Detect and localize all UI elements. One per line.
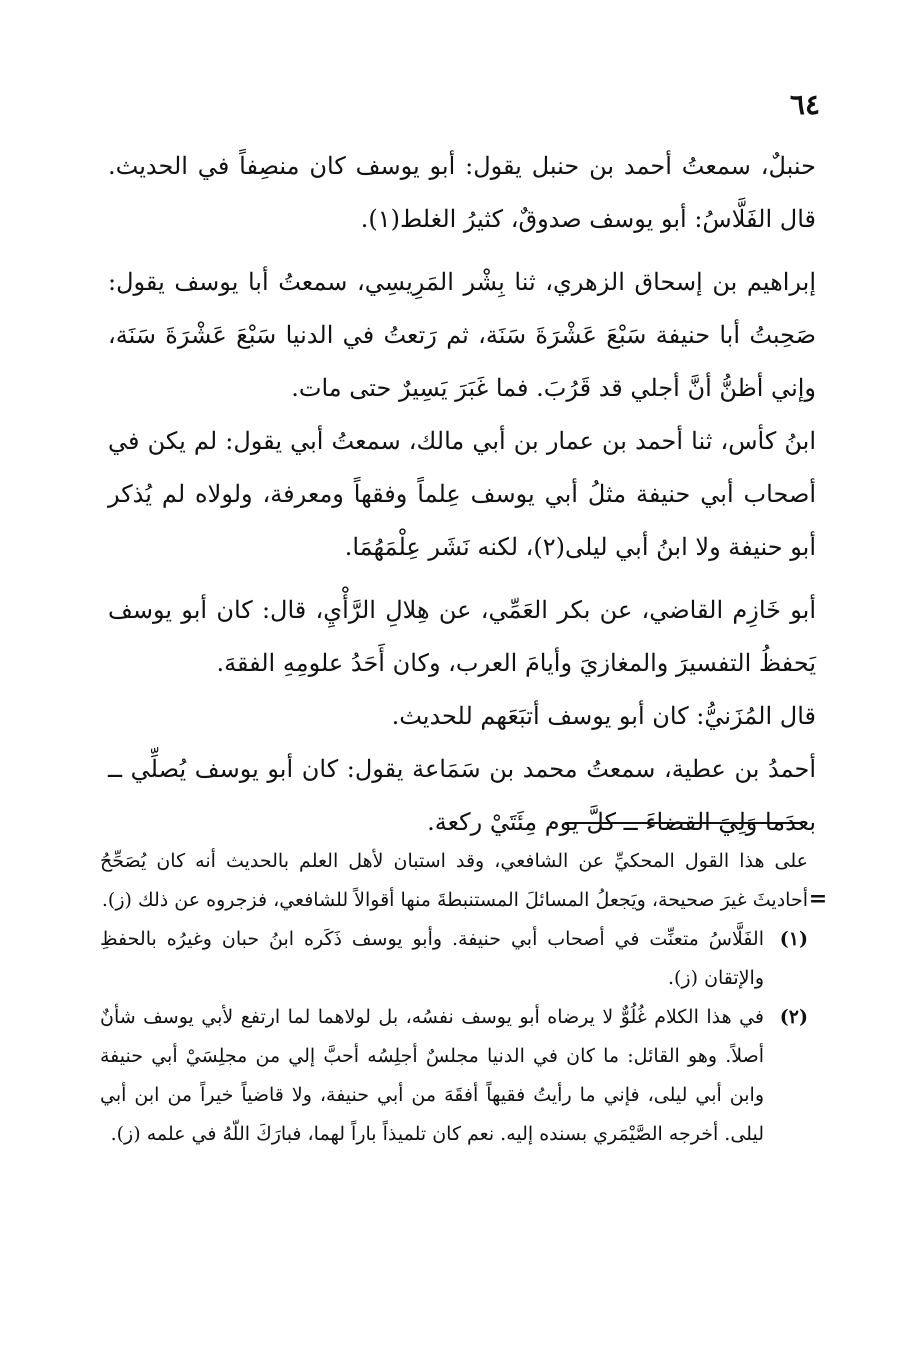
- footnote-text: الفَلَّاسُ متعنِّت في أصحاب أبي حنيفة. وأبو يوسف ذَكَره ابنُ حبان وغيرُه بالحفظِ والإتقان (ز).: [100, 928, 764, 989]
- footnote-continuation: على هذا القول المحكيِّ عن الشافعي، وقد استبان لأهل العلم بالحديث أنه كان يُصَحِّحُ أحاديثَ غيرَ صحيحة، ويَجعلُ المسائلَ المستنبطةَ منها أقوالاً للشافعي، فزجروه عن ذلك (ز).: [100, 850, 808, 911]
- paragraph: قال المُزَنيُّ: كان أبو يوسف أتبَعَهم للحديث.: [391, 702, 816, 730]
- paragraph: أبو خَازِم القاضي، عن بكر العَمِّي، عن هِلالِ الرَّأْيِ، قال: كان أبو يوسف يَحفظُ التفسيرَ والمغازيَ وأيامَ العرب، وكان أَحَدُ علومِهِ الفقهَ.: [108, 596, 816, 677]
- paragraph: أحمدُ بن عطية، سمعتُ محمد بن سَمَاعة يقول: كان أبو يوسف يُصلِّي ــ بعدَما وَلِيَ القضاءَ ــ كلَّ يوم مِئَتَيْ ركعة.: [108, 755, 816, 836]
- footnote: [100, 920, 808, 998]
- continuation-mark: =: [808, 886, 828, 912]
- footnote: [100, 998, 808, 1154]
- footnote-text: في هذا الكلام غُلُوٌّ لا يرضاه أبو يوسف نفسُه، بل لولاهما لما ارتفع لأبي يوسف شأنٌ أصلاً. وهو القائل: ما كان في الدنيا مجلسٌ أجلِسُه أحبَّ إلي من مجلِسَيْ أبي حنيفة وابن أبي ليلى، فإني ما رأيتُ فقيهاً أفقَهَ من أبي حنيفة، ولا قاضياً خيراً من ابن أبي ليلى. أخرجه الصَّيْمَري بسنده إليه. نعم كان تلميذاً باراً لهما، فبارَكَ اللّهُ في علمه (ز).: [100, 1006, 764, 1145]
- paragraph: حنبلٌ، سمعتُ أحمد بن حنبل يقول: أبو يوسف كان منصِفاً في الحديث. قال الفَلَّاسُ: أبو يوسف صدوقٌ، كثيرُ الغلط(١).: [108, 152, 816, 233]
- main-text: [108, 140, 816, 849]
- footnote-divider: [565, 822, 802, 824]
- footnote-marker: (٢): [779, 1006, 808, 1028]
- footnote-marker: (١): [779, 928, 808, 950]
- paragraph: إبراهيم بن إسحاق الزهري، ثنا بِشْر المَرِيسِي، سمعتُ أبا يوسف يقول: صَحِبتُ أبا حنيفة سَبْعَ عَشْرَةَ سَنَة، ثم رَتعتُ في الدنيا سَبْعَ عَشْرَةَ سَنَة، وإني أظنُّ أنَّ أجلي قد قَرُبَ. فما غَبَرَ يَسِيرٌ حتى مات.: [108, 268, 816, 402]
- page-number: ٦٤: [789, 88, 820, 121]
- paragraph: ابنُ كأس، ثنا أحمد بن عمار بن أبي مالك، سمعتُ أبي يقول: لم يكن في أصحاب أبي حنيفة مثلُ أبي يوسف عِلماً وفقهاً ومعرفة، ولولاه لم يُذكر أبو حنيفة ولا ابنُ أبي ليلى(٢)، لكنه نَشَر عِلْمَهُمَا.: [108, 427, 816, 561]
- footnotes: [100, 842, 808, 1154]
